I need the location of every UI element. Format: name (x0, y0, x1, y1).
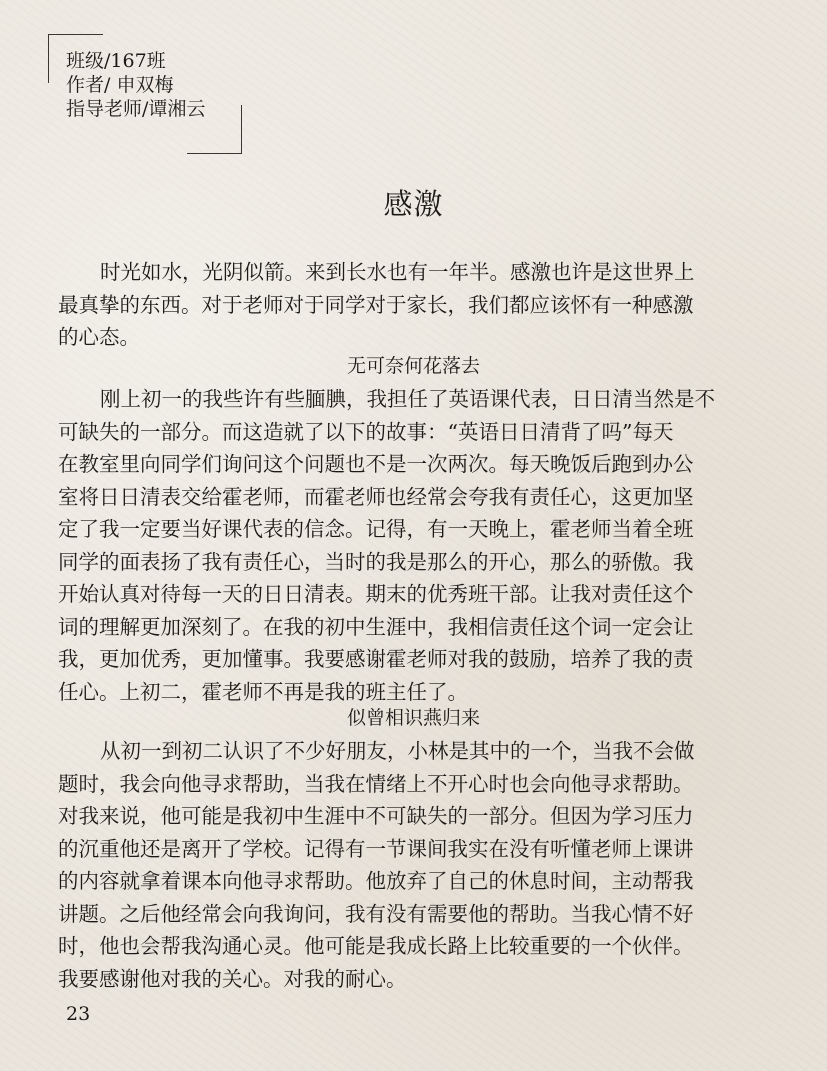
class-line: 班级/167班 (66, 50, 166, 72)
text-line: 同学的面表扬了我有责任心，当时的我是那么的开心，那么的骄傲。我 (58, 549, 694, 574)
text-line: 我，更加优秀，更加懂事。我要感谢霍老师对我的鼓励，培养了我的责 (58, 647, 694, 671)
text-line: 的心态。 (58, 325, 140, 349)
text-line: 最真挚的东西。对于老师对于同学对于家长，我们都应该怀有一种感激 (58, 292, 694, 317)
text-line: 讲题。之后他经常会向我询问，我有没有需要他的帮助。当我心情不好 (58, 901, 694, 926)
text-line: 刚上初一的我些许有些腼腆，我担任了英语课代表，日日清当然是不 (100, 387, 715, 411)
section1-heading: 无可奈何花落去 (346, 355, 480, 377)
text-line: 词的理解更加深刻了。在我的初中生涯中，我相信责任这个词一定会让 (58, 614, 694, 639)
text-line: 题时，我会向他寻求帮助，当我在情绪上不开心时也会向他寻求帮助。 (58, 771, 694, 796)
intro-paragraph (58, 256, 778, 354)
author-line: 作者/ 申双梅 (66, 74, 174, 96)
page-number: 23 (66, 1003, 91, 1025)
text-line: 对我来说，他可能是我初中生涯中不可缺失的一部分。但因为学习压力 (58, 804, 694, 828)
text-line: 在教室里向同学们询问这个问题也不是一次两次。每天晚饭后跑到办公 (58, 452, 694, 476)
author-info-box (48, 34, 242, 154)
text-line: 开始认真对待每一天的日日清表。期末的优秀班干部。让我对责任这个 (58, 582, 694, 606)
section1-paragraph (58, 383, 778, 708)
text-line: 室将日日清表交给霍老师，而霍老师也经常会夸我有责任心，这更加坚 (58, 484, 694, 509)
text-line: 任心。上初二，霍老师不再是我的班主任了。 (58, 679, 468, 704)
section2-heading: 似曾相识燕归来 (346, 707, 480, 729)
text-line: 可缺失的一部分。而这造就了以下的故事：“英语日日清背了吗”每天 (58, 419, 674, 444)
article-title: 感激 (383, 187, 444, 221)
text-line: 时光如水，光阴似箭。来到长水也有一年半。感激也许是这世界上 (100, 260, 695, 284)
text-line: 我要感谢他对我的关心。对我的耐心。 (58, 966, 407, 991)
text-line: 时，他也会帮我沟通心灵。他可能是我成长路上比较重要的一个伙伴。 (58, 934, 694, 958)
text-line: 的内容就拿着课本向他寻求帮助。他放弃了自己的休息时间，主动帮我 (58, 869, 694, 893)
text-line: 的沉重他还是离开了学校。记得有一节课间我实在没有听懂老师上课讲 (58, 836, 694, 861)
section2-paragraph (58, 735, 778, 995)
text-line: 定了我一定要当好课代表的信念。记得，有一天晚上，霍老师当着全班 (58, 517, 694, 541)
teacher-line: 指导老师/谭湘云 (66, 98, 206, 120)
text-line: 从初一到初二认识了不少好朋友，小林是其中的一个，当我不会做 (100, 739, 695, 763)
